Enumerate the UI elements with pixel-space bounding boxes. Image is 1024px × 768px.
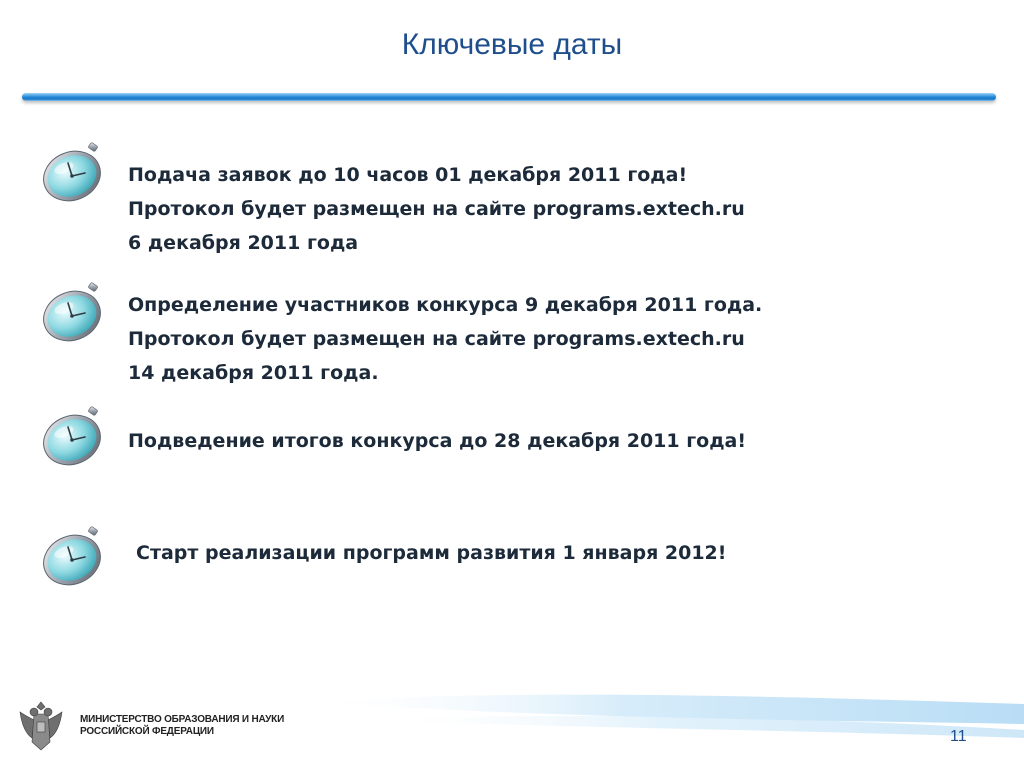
stopwatch-icon <box>40 142 108 204</box>
key-date-text <box>128 288 888 390</box>
key-date-line: Подача заявок до 10 часов 01 декабря 2011 года! <box>128 164 688 186</box>
ministry-name <box>80 714 284 738</box>
key-date-line: 14 декабря 2011 года. <box>128 362 379 384</box>
footer-wave-decoration <box>300 690 1024 740</box>
key-date-text <box>128 158 888 260</box>
stopwatch-icon <box>40 406 108 468</box>
key-date-line: Определение участников конкурса 9 декабря 2011 года. <box>128 294 763 316</box>
stopwatch-icon <box>40 526 108 588</box>
coat-of-arms-icon <box>12 698 70 756</box>
key-date-line: Старт реализации программ развития 1 января 2012! <box>136 542 727 564</box>
key-date-line: Протокол будет размещен на сайте programs.extech.ru <box>128 198 745 220</box>
key-date-line: Протокол будет размещен на сайте programs.extech.ru <box>128 328 745 350</box>
key-date-line: Подведение итогов конкурса до 28 декабря 2011 года! <box>128 430 747 452</box>
page-number: 11 <box>950 728 967 745</box>
key-date-text <box>128 424 888 458</box>
ministry-name-line: МИНИСТЕРСТВО ОБРАЗОВАНИЯ И НАУКИ <box>80 714 285 725</box>
stopwatch-icon <box>40 282 108 344</box>
title-divider <box>22 93 996 101</box>
key-date-text <box>136 536 896 570</box>
ministry-name-line: РОССИЙСКОЙ ФЕДЕРАЦИИ <box>80 726 214 737</box>
slide-title: Ключевые даты <box>401 28 623 61</box>
key-date-line: 6 декабря 2011 года <box>128 232 359 254</box>
